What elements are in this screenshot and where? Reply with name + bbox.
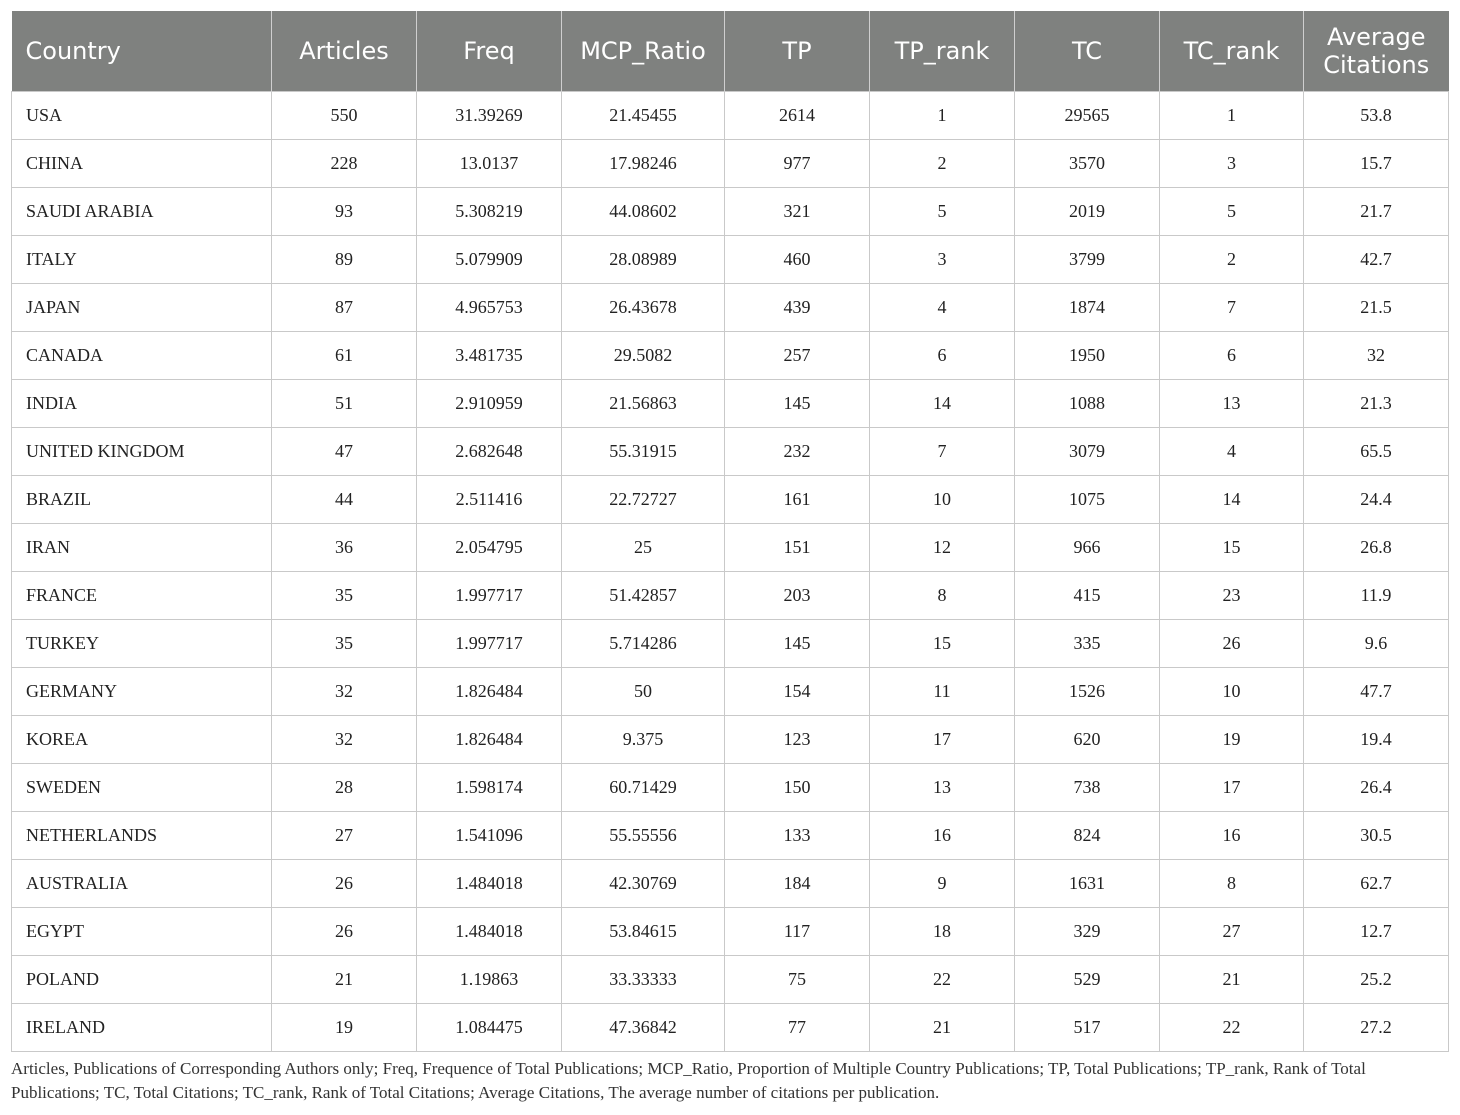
table-cell: 2.910959 <box>417 380 562 428</box>
table-cell: 23 <box>1160 572 1304 620</box>
table-cell: 27 <box>272 812 417 860</box>
country-cell: NETHERLANDS <box>12 812 272 860</box>
country-cell: IRELAND <box>12 1004 272 1052</box>
table-cell: 7 <box>1160 284 1304 332</box>
table-cell: 977 <box>725 140 870 188</box>
table-cell: 15 <box>1160 524 1304 572</box>
table-row <box>12 380 1449 428</box>
country-cell: ITALY <box>12 236 272 284</box>
table-cell: 21.56863 <box>562 380 725 428</box>
country-cell: USA <box>12 92 272 140</box>
table-cell: 50 <box>562 668 725 716</box>
table-cell: 17.98246 <box>562 140 725 188</box>
table-cell: 17 <box>870 716 1015 764</box>
column-header: TC_rank <box>1160 11 1304 92</box>
table-cell: 87 <box>272 284 417 332</box>
table-cell: 966 <box>1015 524 1160 572</box>
column-header: TP_rank <box>870 11 1015 92</box>
table-cell: 439 <box>725 284 870 332</box>
table-cell: 36 <box>272 524 417 572</box>
column-header: TC <box>1015 11 1160 92</box>
country-cell: JAPAN <box>12 284 272 332</box>
table-row <box>12 236 1449 284</box>
table-cell: 1075 <box>1015 476 1160 524</box>
table-cell: 184 <box>725 860 870 908</box>
table-cell: 65.5 <box>1304 428 1449 476</box>
table-row <box>12 956 1449 1004</box>
column-header: TP <box>725 11 870 92</box>
table-cell: 44 <box>272 476 417 524</box>
table-cell: 1088 <box>1015 380 1160 428</box>
table-cell: 27.2 <box>1304 1004 1449 1052</box>
table-cell: 26.4 <box>1304 764 1449 812</box>
table-cell: 1.484018 <box>417 860 562 908</box>
table-cell: 3 <box>1160 140 1304 188</box>
table-cell: 19 <box>272 1004 417 1052</box>
table-cell: 2614 <box>725 92 870 140</box>
table-cell: 3079 <box>1015 428 1160 476</box>
table-row <box>12 524 1449 572</box>
table-cell: 151 <box>725 524 870 572</box>
table-cell: 2.682648 <box>417 428 562 476</box>
column-header: Articles <box>272 11 417 92</box>
table-cell: 75 <box>725 956 870 1004</box>
table-cell: 1 <box>870 92 1015 140</box>
table-cell: 22.72727 <box>562 476 725 524</box>
table-cell: 203 <box>725 572 870 620</box>
table-cell: 47.36842 <box>562 1004 725 1052</box>
table-cell: 21 <box>272 956 417 1004</box>
table-cell: 13 <box>1160 380 1304 428</box>
table-cell: 6 <box>1160 332 1304 380</box>
table-row <box>12 668 1449 716</box>
column-header: MCP_Ratio <box>562 11 725 92</box>
table-row <box>12 812 1449 860</box>
table-cell: 1.19863 <box>417 956 562 1004</box>
table-cell: 529 <box>1015 956 1160 1004</box>
table-cell: 32 <box>1304 332 1449 380</box>
table-row <box>12 860 1449 908</box>
table-cell: 53.84615 <box>562 908 725 956</box>
table-cell: 161 <box>725 476 870 524</box>
table-body <box>12 92 1449 1052</box>
table-cell: 14 <box>1160 476 1304 524</box>
table-cell: 7 <box>870 428 1015 476</box>
table-cell: 257 <box>725 332 870 380</box>
table-cell: 117 <box>725 908 870 956</box>
table-cell: 154 <box>725 668 870 716</box>
table-cell: 51.42857 <box>562 572 725 620</box>
table-cell: 620 <box>1015 716 1160 764</box>
table-cell: 145 <box>725 620 870 668</box>
table-row <box>12 332 1449 380</box>
table-cell: 25.2 <box>1304 956 1449 1004</box>
table-cell: 5 <box>870 188 1015 236</box>
table-row <box>12 764 1449 812</box>
table-cell: 1.541096 <box>417 812 562 860</box>
table-cell: 32 <box>272 668 417 716</box>
column-header: Country <box>12 11 272 92</box>
table-cell: 21 <box>1160 956 1304 1004</box>
table-cell: 321 <box>725 188 870 236</box>
country-cell: EGYPT <box>12 908 272 956</box>
table-cell: 21.7 <box>1304 188 1449 236</box>
table-cell: 53.8 <box>1304 92 1449 140</box>
table-cell: 55.55556 <box>562 812 725 860</box>
table-cell: 1.997717 <box>417 572 562 620</box>
table-cell: 12.7 <box>1304 908 1449 956</box>
table-row <box>12 140 1449 188</box>
table-cell: 9 <box>870 860 1015 908</box>
table-cell: 16 <box>1160 812 1304 860</box>
table-row <box>12 716 1449 764</box>
table-cell: 11 <box>870 668 1015 716</box>
table-cell: 8 <box>870 572 1015 620</box>
table-cell: 123 <box>725 716 870 764</box>
country-cell: SAUDI ARABIA <box>12 188 272 236</box>
table-cell: 232 <box>725 428 870 476</box>
table-cell: 42.30769 <box>562 860 725 908</box>
table-cell: 4.965753 <box>417 284 562 332</box>
column-header: Average Citations <box>1304 11 1449 92</box>
table-cell: 17 <box>1160 764 1304 812</box>
table-row <box>12 1004 1449 1052</box>
table-cell: 21.3 <box>1304 380 1449 428</box>
table-cell: 4 <box>870 284 1015 332</box>
table-cell: 145 <box>725 380 870 428</box>
table-cell: 5 <box>1160 188 1304 236</box>
country-cell: POLAND <box>12 956 272 1004</box>
table-cell: 22 <box>1160 1004 1304 1052</box>
table-cell: 32 <box>272 716 417 764</box>
table-row <box>12 428 1449 476</box>
table-cell: 93 <box>272 188 417 236</box>
table-cell: 55.31915 <box>562 428 725 476</box>
table-cell: 1526 <box>1015 668 1160 716</box>
table-cell: 1 <box>1160 92 1304 140</box>
table-cell: 33.33333 <box>562 956 725 1004</box>
table-cell: 30.5 <box>1304 812 1449 860</box>
country-cell: SWEDEN <box>12 764 272 812</box>
table-cell: 29565 <box>1015 92 1160 140</box>
table-footnote: Articles, Publications of Corresponding Authors only; Freq, Frequence of Total Publications; MCP_Ratio, Proportion of Multiple Country Publications; TP, Total Publications; TP_rank, Rank of Total Publications; TC, Total Citations; TC_rank, Rank of Total Citations; Average Citations, The average number of citations per publication. <box>11 1059 1366 1102</box>
table-cell: 550 <box>272 92 417 140</box>
table-cell: 3570 <box>1015 140 1160 188</box>
country-cell: UNITED KINGDOM <box>12 428 272 476</box>
table-cell: 89 <box>272 236 417 284</box>
table-cell: 60.71429 <box>562 764 725 812</box>
table-cell: 9.6 <box>1304 620 1449 668</box>
table-cell: 42.7 <box>1304 236 1449 284</box>
country-cell: CHINA <box>12 140 272 188</box>
table-cell: 11.9 <box>1304 572 1449 620</box>
table-cell: 228 <box>272 140 417 188</box>
table-cell: 77 <box>725 1004 870 1052</box>
table-row <box>12 188 1449 236</box>
table-cell: 1874 <box>1015 284 1160 332</box>
table-cell: 19.4 <box>1304 716 1449 764</box>
table-cell: 3799 <box>1015 236 1160 284</box>
table-cell: 16 <box>870 812 1015 860</box>
table-cell: 1.826484 <box>417 716 562 764</box>
table-cell: 5.079909 <box>417 236 562 284</box>
table-cell: 2 <box>870 140 1015 188</box>
table-cell: 25 <box>562 524 725 572</box>
table-cell: 26 <box>1160 620 1304 668</box>
table-cell: 10 <box>1160 668 1304 716</box>
country-cell: INDIA <box>12 380 272 428</box>
table-cell: 29.5082 <box>562 332 725 380</box>
table-cell: 738 <box>1015 764 1160 812</box>
country-cell: CANADA <box>12 332 272 380</box>
table-cell: 3 <box>870 236 1015 284</box>
table-row <box>12 92 1449 140</box>
table-cell: 13 <box>870 764 1015 812</box>
table-cell: 824 <box>1015 812 1160 860</box>
table-cell: 5.714286 <box>562 620 725 668</box>
table-cell: 26.43678 <box>562 284 725 332</box>
country-cell: BRAZIL <box>12 476 272 524</box>
table-cell: 1.484018 <box>417 908 562 956</box>
table-row <box>12 476 1449 524</box>
table-row <box>12 620 1449 668</box>
table-cell: 5.308219 <box>417 188 562 236</box>
table-cell: 2019 <box>1015 188 1160 236</box>
table-cell: 47.7 <box>1304 668 1449 716</box>
table-cell: 28 <box>272 764 417 812</box>
table-cell: 21.45455 <box>562 92 725 140</box>
table-cell: 10 <box>870 476 1015 524</box>
table-cell: 1950 <box>1015 332 1160 380</box>
table-row <box>12 908 1449 956</box>
country-publications-table <box>11 11 1449 1052</box>
table-cell: 415 <box>1015 572 1160 620</box>
table-row <box>12 284 1449 332</box>
table-cell: 1.598174 <box>417 764 562 812</box>
country-cell: AUSTRALIA <box>12 860 272 908</box>
country-cell: IRAN <box>12 524 272 572</box>
table-cell: 28.08989 <box>562 236 725 284</box>
table-cell: 19 <box>1160 716 1304 764</box>
table-cell: 44.08602 <box>562 188 725 236</box>
table-cell: 47 <box>272 428 417 476</box>
table-cell: 27 <box>1160 908 1304 956</box>
table-cell: 8 <box>1160 860 1304 908</box>
country-cell: FRANCE <box>12 572 272 620</box>
table-cell: 26 <box>272 908 417 956</box>
table-cell: 335 <box>1015 620 1160 668</box>
table-cell: 21 <box>870 1004 1015 1052</box>
country-cell: KOREA <box>12 716 272 764</box>
table-cell: 13.0137 <box>417 140 562 188</box>
table-header <box>12 11 1449 92</box>
table-cell: 6 <box>870 332 1015 380</box>
table-cell: 12 <box>870 524 1015 572</box>
table-cell: 517 <box>1015 1004 1160 1052</box>
table-cell: 2.511416 <box>417 476 562 524</box>
header-row <box>12 11 1449 92</box>
table-cell: 133 <box>725 812 870 860</box>
table-cell: 35 <box>272 572 417 620</box>
table-cell: 1.997717 <box>417 620 562 668</box>
table-cell: 15 <box>870 620 1015 668</box>
table-cell: 26 <box>272 860 417 908</box>
country-cell: TURKEY <box>12 620 272 668</box>
table-cell: 329 <box>1015 908 1160 956</box>
table-cell: 26.8 <box>1304 524 1449 572</box>
table-cell: 9.375 <box>562 716 725 764</box>
table-cell: 15.7 <box>1304 140 1449 188</box>
table-cell: 24.4 <box>1304 476 1449 524</box>
table-cell: 18 <box>870 908 1015 956</box>
table-cell: 62.7 <box>1304 860 1449 908</box>
table-cell: 1631 <box>1015 860 1160 908</box>
table-cell: 22 <box>870 956 1015 1004</box>
table-cell: 460 <box>725 236 870 284</box>
table-cell: 31.39269 <box>417 92 562 140</box>
table-row <box>12 572 1449 620</box>
country-publications-table-container <box>11 11 1448 1052</box>
table-cell: 21.5 <box>1304 284 1449 332</box>
table-cell: 14 <box>870 380 1015 428</box>
table-cell: 35 <box>272 620 417 668</box>
table-cell: 51 <box>272 380 417 428</box>
table-cell: 150 <box>725 764 870 812</box>
table-cell: 1.826484 <box>417 668 562 716</box>
table-cell: 3.481735 <box>417 332 562 380</box>
country-cell: GERMANY <box>12 668 272 716</box>
column-header: Freq <box>417 11 562 92</box>
table-cell: 61 <box>272 332 417 380</box>
table-cell: 2 <box>1160 236 1304 284</box>
table-cell: 4 <box>1160 428 1304 476</box>
table-cell: 1.084475 <box>417 1004 562 1052</box>
table-cell: 2.054795 <box>417 524 562 572</box>
